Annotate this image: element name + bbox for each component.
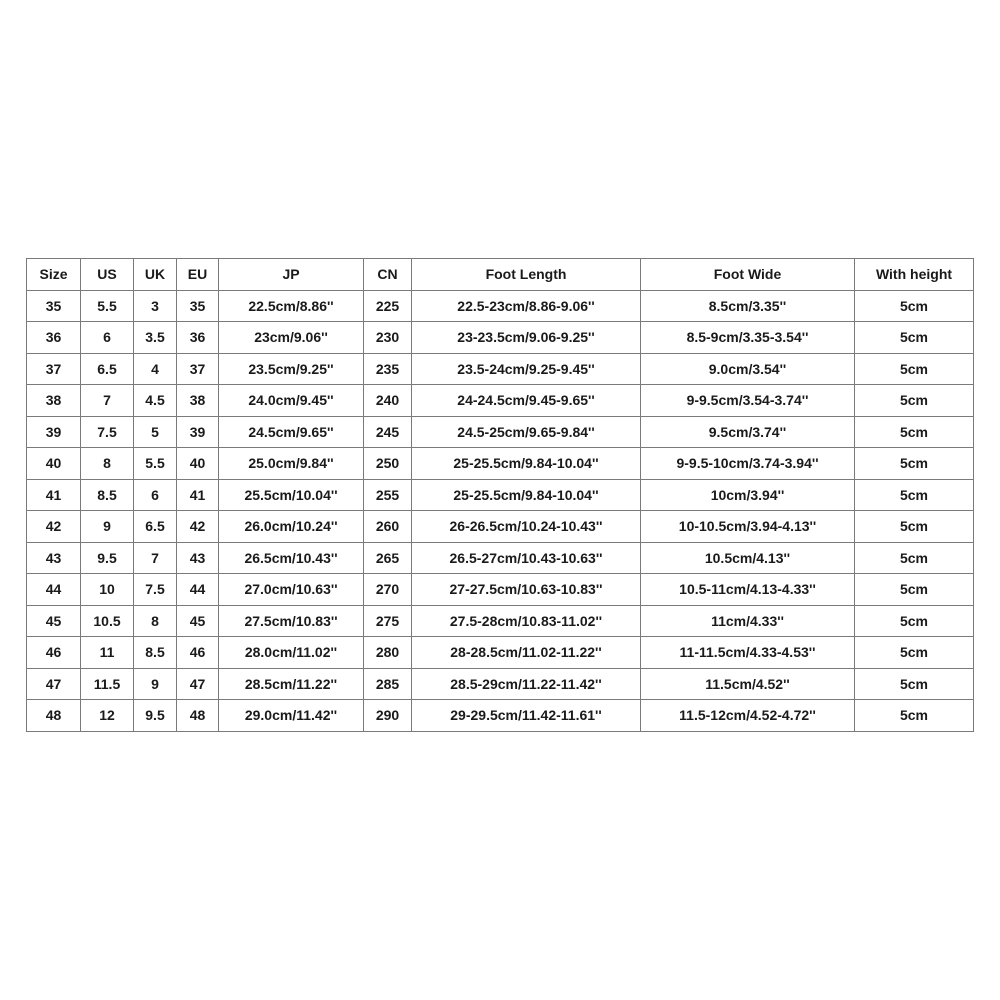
cell-cn: 250 [364, 448, 412, 480]
cell-foot-wide: 8.5-9cm/3.35-3.54'' [641, 322, 855, 354]
header-cn: CN [364, 259, 412, 291]
cell-uk: 6 [134, 479, 177, 511]
cell-foot-length: 29-29.5cm/11.42-11.61'' [412, 700, 641, 732]
cell-us: 7 [81, 385, 134, 417]
cell-size: 37 [27, 353, 81, 385]
cell-with-height: 5cm [855, 290, 974, 322]
cell-us: 9 [81, 511, 134, 543]
header-with-height: With height [855, 259, 974, 291]
cell-foot-wide: 11cm/4.33'' [641, 605, 855, 637]
cell-foot-length: 25-25.5cm/9.84-10.04'' [412, 448, 641, 480]
cell-jp: 28.0cm/11.02'' [219, 637, 364, 669]
header-row [27, 259, 974, 291]
cell-foot-wide: 9.0cm/3.54'' [641, 353, 855, 385]
cell-size: 45 [27, 605, 81, 637]
cell-jp: 25.5cm/10.04'' [219, 479, 364, 511]
cell-with-height: 5cm [855, 353, 974, 385]
cell-foot-length: 23-23.5cm/9.06-9.25'' [412, 322, 641, 354]
cell-with-height: 5cm [855, 322, 974, 354]
cell-foot-length: 25-25.5cm/9.84-10.04'' [412, 479, 641, 511]
cell-cn: 260 [364, 511, 412, 543]
cell-eu: 39 [177, 416, 219, 448]
table-row [27, 511, 974, 543]
table-row [27, 637, 974, 669]
cell-us: 6.5 [81, 353, 134, 385]
cell-size: 47 [27, 668, 81, 700]
header-eu: EU [177, 259, 219, 291]
cell-jp: 23cm/9.06'' [219, 322, 364, 354]
cell-cn: 225 [364, 290, 412, 322]
cell-us: 10.5 [81, 605, 134, 637]
cell-size: 48 [27, 700, 81, 732]
cell-size: 42 [27, 511, 81, 543]
cell-us: 11.5 [81, 668, 134, 700]
cell-cn: 230 [364, 322, 412, 354]
cell-foot-wide: 10.5-11cm/4.13-4.33'' [641, 574, 855, 606]
cell-us: 5.5 [81, 290, 134, 322]
cell-with-height: 5cm [855, 574, 974, 606]
cell-cn: 235 [364, 353, 412, 385]
cell-cn: 270 [364, 574, 412, 606]
cell-with-height: 5cm [855, 637, 974, 669]
cell-eu: 41 [177, 479, 219, 511]
table-row [27, 353, 974, 385]
cell-with-height: 5cm [855, 542, 974, 574]
cell-with-height: 5cm [855, 479, 974, 511]
table-row [27, 385, 974, 417]
cell-eu: 42 [177, 511, 219, 543]
cell-us: 6 [81, 322, 134, 354]
cell-eu: 47 [177, 668, 219, 700]
cell-with-height: 5cm [855, 700, 974, 732]
cell-cn: 275 [364, 605, 412, 637]
cell-foot-length: 26.5-27cm/10.43-10.63'' [412, 542, 641, 574]
cell-foot-length: 28-28.5cm/11.02-11.22'' [412, 637, 641, 669]
cell-foot-length: 24.5-25cm/9.65-9.84'' [412, 416, 641, 448]
cell-foot-wide: 10cm/3.94'' [641, 479, 855, 511]
cell-eu: 36 [177, 322, 219, 354]
table-row [27, 416, 974, 448]
header-us: US [81, 259, 134, 291]
cell-uk: 5.5 [134, 448, 177, 480]
cell-foot-wide: 8.5cm/3.35'' [641, 290, 855, 322]
cell-jp: 24.5cm/9.65'' [219, 416, 364, 448]
cell-foot-length: 27-27.5cm/10.63-10.83'' [412, 574, 641, 606]
cell-size: 40 [27, 448, 81, 480]
cell-with-height: 5cm [855, 605, 974, 637]
cell-size: 35 [27, 290, 81, 322]
cell-size: 36 [27, 322, 81, 354]
cell-cn: 245 [364, 416, 412, 448]
header-foot-length: Foot Length [412, 259, 641, 291]
cell-with-height: 5cm [855, 511, 974, 543]
table-row [27, 322, 974, 354]
header-size: Size [27, 259, 81, 291]
cell-cn: 280 [364, 637, 412, 669]
cell-us: 11 [81, 637, 134, 669]
cell-uk: 5 [134, 416, 177, 448]
cell-foot-wide: 11.5cm/4.52'' [641, 668, 855, 700]
table-row [27, 668, 974, 700]
cell-with-height: 5cm [855, 416, 974, 448]
cell-uk: 9.5 [134, 700, 177, 732]
cell-foot-length: 22.5-23cm/8.86-9.06'' [412, 290, 641, 322]
cell-us: 8 [81, 448, 134, 480]
table-row [27, 700, 974, 732]
cell-jp: 28.5cm/11.22'' [219, 668, 364, 700]
table-row [27, 605, 974, 637]
cell-with-height: 5cm [855, 448, 974, 480]
cell-uk: 7.5 [134, 574, 177, 606]
cell-cn: 240 [364, 385, 412, 417]
table-row [27, 479, 974, 511]
cell-foot-wide: 9-9.5cm/3.54-3.74'' [641, 385, 855, 417]
cell-foot-length: 26-26.5cm/10.24-10.43'' [412, 511, 641, 543]
cell-us: 10 [81, 574, 134, 606]
cell-foot-wide: 10.5cm/4.13'' [641, 542, 855, 574]
cell-uk: 8.5 [134, 637, 177, 669]
cell-size: 44 [27, 574, 81, 606]
table-row [27, 448, 974, 480]
size-chart-table [26, 258, 974, 732]
cell-jp: 27.0cm/10.63'' [219, 574, 364, 606]
cell-uk: 4.5 [134, 385, 177, 417]
cell-jp: 22.5cm/8.86'' [219, 290, 364, 322]
cell-foot-length: 28.5-29cm/11.22-11.42'' [412, 668, 641, 700]
cell-cn: 255 [364, 479, 412, 511]
header-uk: UK [134, 259, 177, 291]
cell-us: 7.5 [81, 416, 134, 448]
cell-eu: 48 [177, 700, 219, 732]
cell-jp: 25.0cm/9.84'' [219, 448, 364, 480]
cell-uk: 9 [134, 668, 177, 700]
cell-foot-length: 27.5-28cm/10.83-11.02'' [412, 605, 641, 637]
cell-foot-wide: 9-9.5-10cm/3.74-3.94'' [641, 448, 855, 480]
cell-with-height: 5cm [855, 668, 974, 700]
cell-foot-wide: 11.5-12cm/4.52-4.72'' [641, 700, 855, 732]
cell-jp: 26.0cm/10.24'' [219, 511, 364, 543]
cell-size: 39 [27, 416, 81, 448]
cell-cn: 265 [364, 542, 412, 574]
cell-cn: 285 [364, 668, 412, 700]
cell-uk: 6.5 [134, 511, 177, 543]
cell-size: 43 [27, 542, 81, 574]
cell-eu: 46 [177, 637, 219, 669]
header-jp: JP [219, 259, 364, 291]
cell-eu: 44 [177, 574, 219, 606]
cell-uk: 3.5 [134, 322, 177, 354]
table-row [27, 542, 974, 574]
cell-size: 41 [27, 479, 81, 511]
cell-us: 12 [81, 700, 134, 732]
cell-uk: 8 [134, 605, 177, 637]
cell-us: 8.5 [81, 479, 134, 511]
table-row [27, 290, 974, 322]
cell-eu: 37 [177, 353, 219, 385]
cell-size: 46 [27, 637, 81, 669]
cell-eu: 43 [177, 542, 219, 574]
cell-jp: 27.5cm/10.83'' [219, 605, 364, 637]
cell-with-height: 5cm [855, 385, 974, 417]
cell-jp: 24.0cm/9.45'' [219, 385, 364, 417]
cell-jp: 26.5cm/10.43'' [219, 542, 364, 574]
cell-foot-length: 24-24.5cm/9.45-9.65'' [412, 385, 641, 417]
table-row [27, 574, 974, 606]
cell-uk: 4 [134, 353, 177, 385]
cell-foot-wide: 9.5cm/3.74'' [641, 416, 855, 448]
cell-foot-wide: 10-10.5cm/3.94-4.13'' [641, 511, 855, 543]
cell-eu: 45 [177, 605, 219, 637]
cell-foot-wide: 11-11.5cm/4.33-4.53'' [641, 637, 855, 669]
cell-jp: 23.5cm/9.25'' [219, 353, 364, 385]
size-rows [27, 290, 974, 731]
cell-us: 9.5 [81, 542, 134, 574]
cell-uk: 3 [134, 290, 177, 322]
cell-eu: 40 [177, 448, 219, 480]
cell-jp: 29.0cm/11.42'' [219, 700, 364, 732]
header-foot-wide: Foot Wide [641, 259, 855, 291]
cell-eu: 35 [177, 290, 219, 322]
cell-uk: 7 [134, 542, 177, 574]
cell-cn: 290 [364, 700, 412, 732]
cell-size: 38 [27, 385, 81, 417]
cell-eu: 38 [177, 385, 219, 417]
cell-foot-length: 23.5-24cm/9.25-9.45'' [412, 353, 641, 385]
